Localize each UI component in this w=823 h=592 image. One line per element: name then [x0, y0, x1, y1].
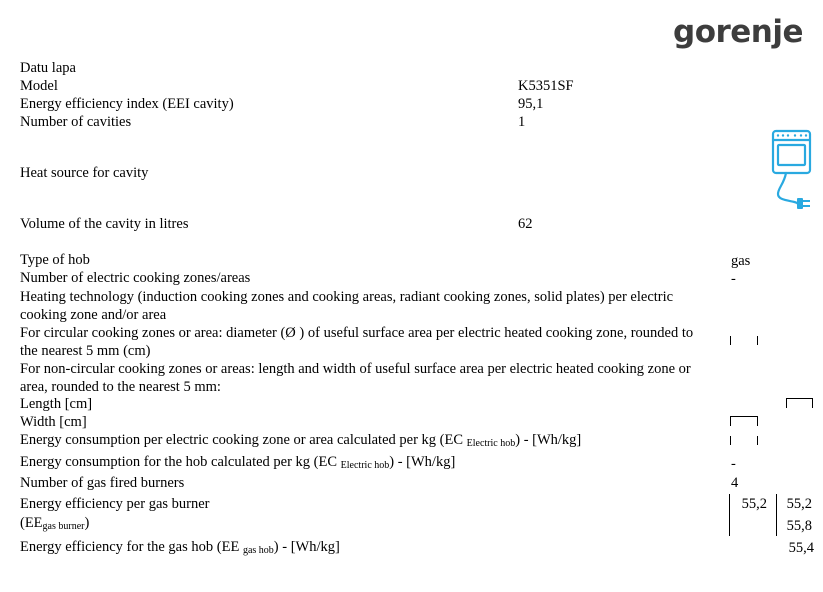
ee-burner-symbol: $(EE_{gas burner})$ [20, 515, 90, 532]
circular-zone-label: For circular cooking zones or area: diameter (Ø ) of useful surface area per electric heated cooking zone, rounded to the nearest 5 mm (cm) [20, 325, 694, 359]
empty-cell-marker [786, 398, 813, 399]
ee-hob-value: 55,4 [788, 540, 814, 556]
empty-cell-marker [730, 416, 758, 417]
gas-burners-label: Number of gas fired burners [20, 475, 185, 491]
electric-zones-value: - [731, 271, 736, 287]
model-value: K5351SF [518, 78, 574, 94]
ee-burner-value: 55,2 [786, 496, 812, 512]
heat-source-label: Heat source for cavity [20, 165, 149, 181]
brand-logo: gorenje [673, 14, 804, 50]
electric-zones-label: Number of electric cooking zones/areas [20, 270, 251, 286]
width-label: Width [cm] [20, 414, 87, 430]
empty-cell-marker [730, 336, 731, 345]
empty-cell-marker [730, 436, 731, 445]
empty-cell-marker [812, 398, 813, 408]
empty-cell-marker [757, 336, 758, 345]
noncircular-zone-label: For non-circular cooking zones or areas: length and width of useful surface area per electric heated cooking zone or area, rounded to the nearest 5 mm: [20, 361, 691, 395]
cavities-label: Number of cavities [20, 114, 132, 130]
empty-cell-marker [786, 398, 787, 408]
hob-type-label: Type of hob [20, 252, 90, 268]
gas-burners-value: 4 [731, 475, 739, 491]
hob-type-value: gas [731, 253, 751, 269]
cavities-value: 1 [518, 114, 526, 130]
volume-label: Volume of the cavity in litres [20, 216, 189, 232]
ec-hob-value: - [731, 456, 736, 472]
empty-cell-marker [757, 436, 758, 445]
empty-cell-marker [730, 416, 731, 426]
volume-value: 62 [518, 216, 533, 232]
ee-burner-value: 55,8 [786, 518, 812, 534]
model-label: Model [20, 78, 58, 94]
length-label: Length [cm] [20, 396, 93, 412]
ee-burner-label: Energy efficiency per gas burner [20, 496, 210, 512]
page-title: Datu lapa [20, 60, 76, 76]
eei-value: 95,1 [518, 96, 544, 112]
burner-table-border [729, 494, 730, 536]
ee-hob-label: Energy efficiency for the gas hob (EE $_{gas hob}$) - [Wh/kg] [20, 539, 340, 556]
ec-hob-label: Energy consumption for the hob calculated per kg (EC $_{Electric hob}$) - [Wh/kg] [20, 454, 456, 471]
heating-technology-label: Heating technology (induction cooking zones and cooking areas, radiant cooking zones, solid plates) per electric cooking zone and/or area [20, 289, 674, 323]
electric-oven-plug-icon [768, 128, 816, 214]
ec-zone-label: Energy consumption per electric cooking zone or area calculated per kg (EC $_{Electric hob}$) - [Wh/kg] [20, 432, 582, 449]
eei-label: Energy efficiency index (EEI cavity) [20, 96, 234, 112]
ee-burner-value: 55,2 [741, 496, 767, 512]
burner-table-border [776, 494, 777, 536]
empty-cell-marker [757, 416, 758, 426]
